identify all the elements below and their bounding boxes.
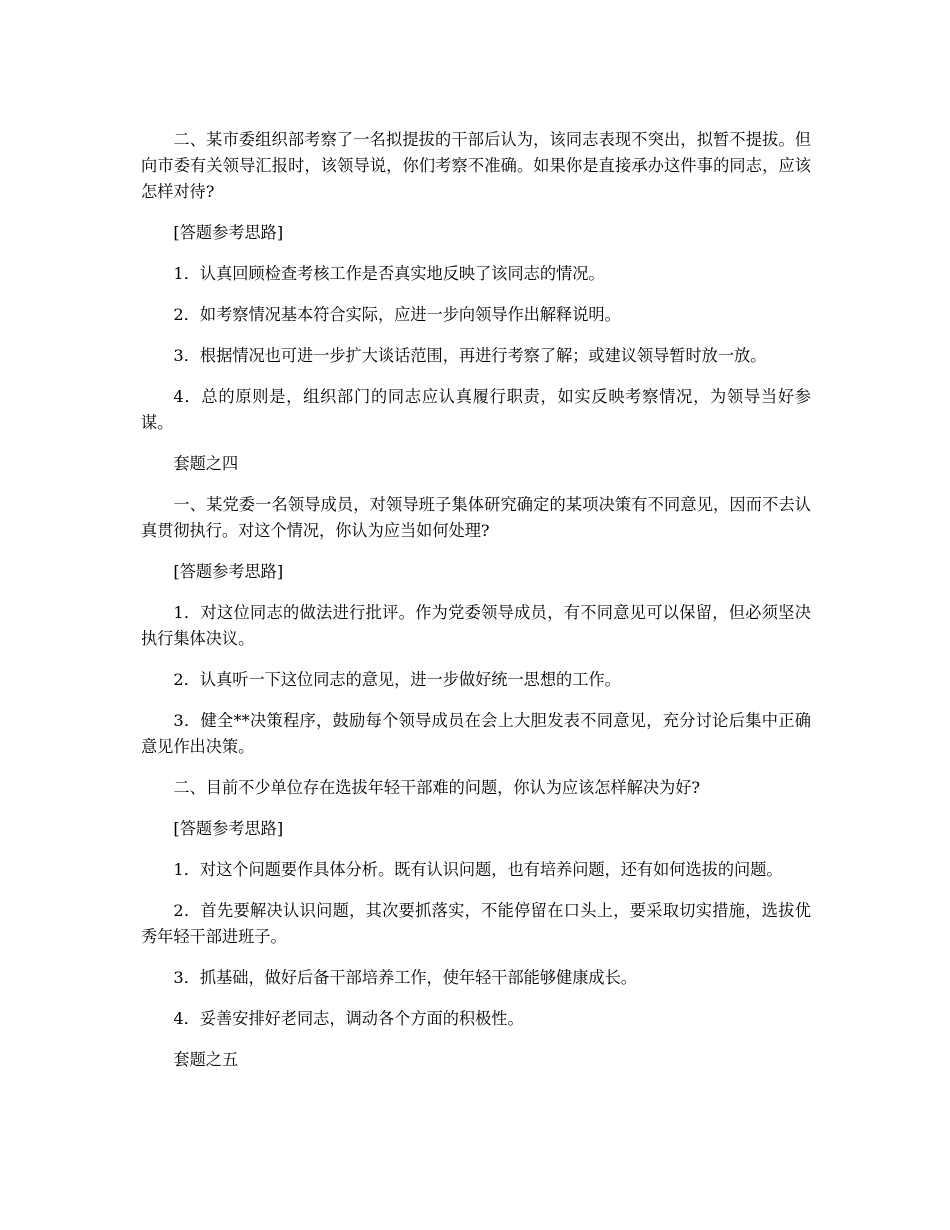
- answer-point: 1．对这位同志的做法进行批评。作为党委领导成员，有不同意见可以保留，但必须坚决执行集体决议。: [141, 603, 811, 648]
- answer-hint-heading: [答题参考思路]: [173, 819, 284, 838]
- answer-point: 3．健全**决策程序，鼓励每个领导成员在会上大胆发表不同意见，充分讨论后集中正确意见作出决策。: [141, 711, 811, 756]
- document-body: [141, 127, 811, 1088]
- section-heading: 套题之五: [173, 1050, 239, 1069]
- answer-point: 1．认真回顾检查考核工作是否真实地反映了该同志的情况。: [173, 264, 605, 283]
- answer-hint-heading: [答题参考思路]: [173, 223, 284, 242]
- question-paragraph: 二、某市委组织部考察了一名拟提拔的干部后认为，该同志表现不突出，拟暂不提拔。但向市委有关领导汇报时，该领导说，你们考察不准确。如果你是直接承办这件事的同志，应该怎样对待?: [141, 130, 811, 201]
- answer-point: 2．认真听一下这位同志的意见，进一步做好统一思想的工作。: [173, 670, 621, 689]
- answer-point: 4．妥善安排好老同志，调动各个方面的积极性。: [173, 1009, 524, 1028]
- answer-point: 1．对这个问题要作具体分析。既有认识问题，也有培养问题，还有如何选拔的问题。: [173, 860, 783, 879]
- section-heading: 套题之四: [173, 454, 239, 473]
- question-paragraph: 一、某党委一名领导成员，对领导班子集体研究确定的某项决策有不同意见，因而不去认真贯彻执行。对这个情况，你认为应当如何处理?: [141, 495, 811, 540]
- answer-hint-heading: [答题参考思路]: [173, 562, 284, 581]
- answer-point: 4．总的原则是，组织部门的同志应认真履行职责，如实反映考察情况，为领导当好参谋。: [141, 387, 811, 432]
- answer-point: 2．如考察情况基本符合实际，应进一步向领导作出解释说明。: [173, 305, 621, 324]
- answer-point: 3．抓基础，做好后备干部培养工作，使年轻干部能够健康成长。: [173, 968, 637, 987]
- answer-point: 2．首先要解决认识问题，其次要抓落实，不能停留在口头上，要采取切实措施，选拔优秀年轻干部进班子。: [141, 901, 811, 946]
- answer-point: 3．根据情况也可进一步扩大谈话范围，再进行考察了解；或建议领导暂时放一放。: [173, 346, 767, 365]
- question-paragraph: 二、目前不少单位存在选拔年轻干部难的问题，你认为应该怎样解决为好?: [173, 778, 701, 797]
